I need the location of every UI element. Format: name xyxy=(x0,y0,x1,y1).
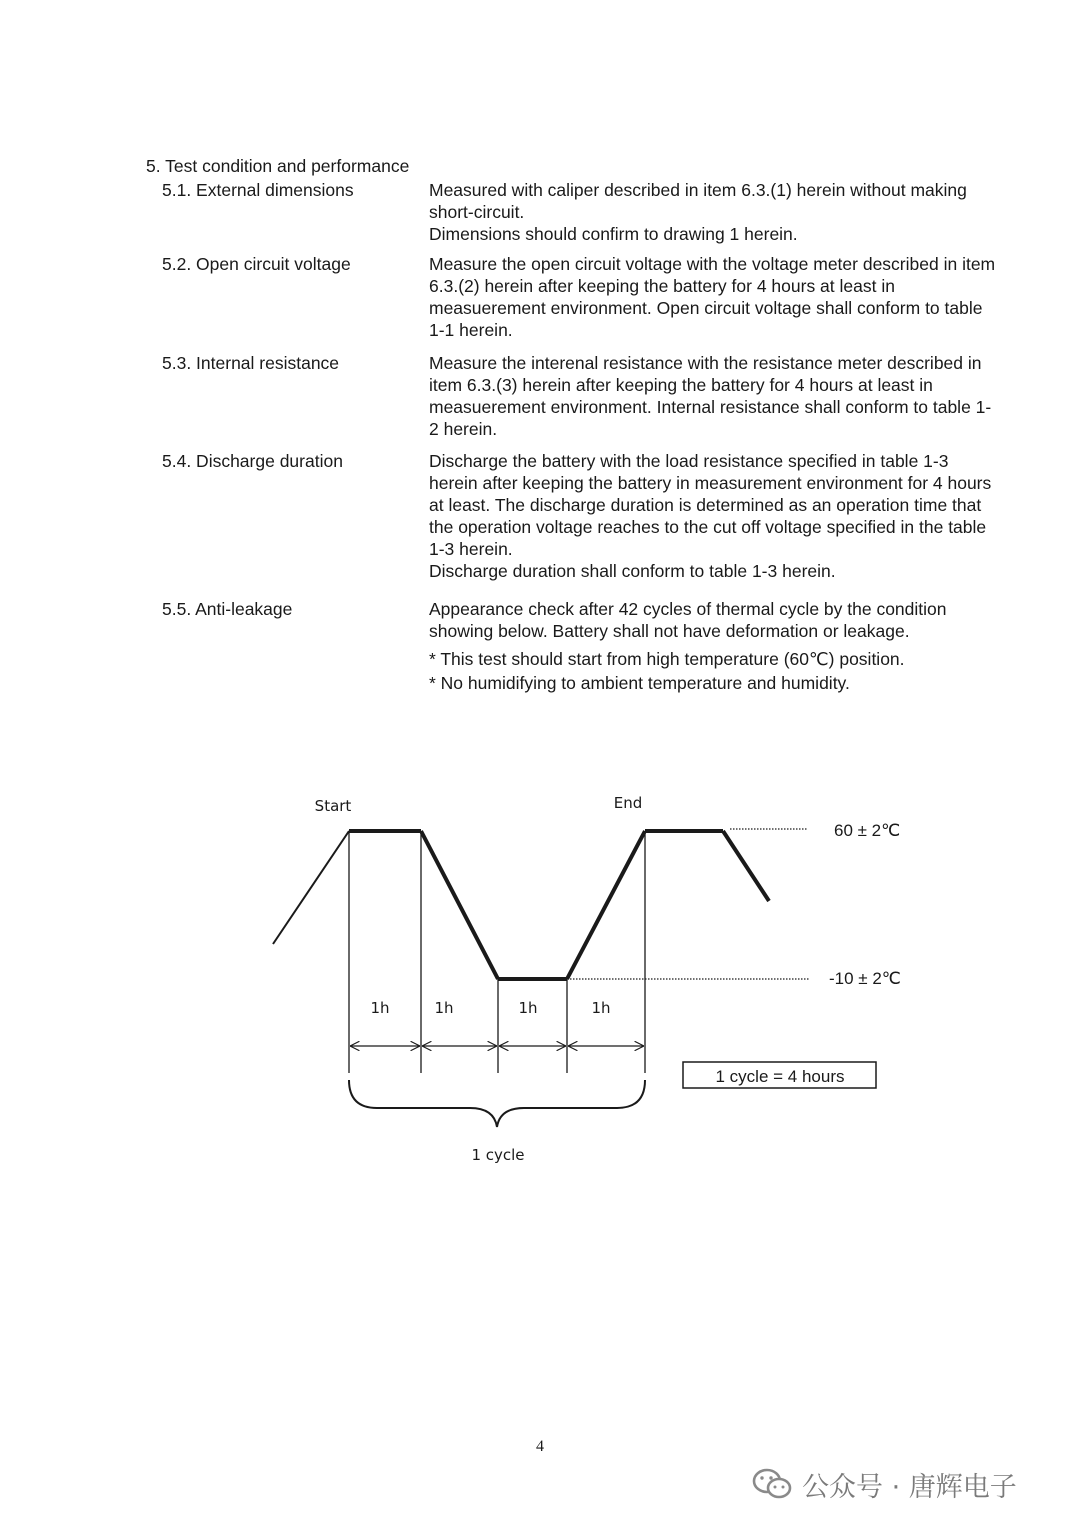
description-paragraph: Measure the open circuit voltage with the voltage meter described in item 6.3.(2) herein after keeping the battery for 4 hours at least in measuerement environment. Open circuit voltage shall conform to table 1-1 herein. xyxy=(429,254,996,340)
description-paragraph: Discharge the battery with the load resistance specified in table 1-3 herein after keeping the battery in measurement environment for 4 hours at least. The discharge duration is determined as an operation time that the operation voltage reaches to the cut off voltage specified in the table 1-3 herein. xyxy=(429,451,992,559)
segment-duration-label: 1h xyxy=(591,999,611,1017)
low-temp-label: -10 ± 2℃ xyxy=(829,969,901,988)
segment-duration-label: 1h xyxy=(518,999,538,1017)
item-label: 5.5. Anti-leakage xyxy=(162,599,293,619)
description-paragraph: Measure the interenal resistance with the resistance meter described in item 6.3.(3) herein after keeping the battery for 4 hours at least in measuerement environment. Internal resistance shall conform to table 1-2 herein. xyxy=(429,353,992,439)
profile-ramp-up xyxy=(567,831,645,979)
segment-duration-label: 1h xyxy=(370,999,390,1017)
note-no-humidifying: * No humidifying to ambient temperature and humidity. xyxy=(429,673,850,693)
cycle-box-label: 1 cycle = 4 hours xyxy=(715,1067,845,1086)
cycle-brace xyxy=(349,1080,645,1127)
note-start-position: * This test should start from high temperature (60℃) position. xyxy=(429,649,905,669)
segment-duration-label: 1h xyxy=(434,999,454,1017)
description-paragraph: Discharge duration shall conform to table 1-3 herein. xyxy=(429,561,836,581)
description-paragraph: Measured with caliper described in item 6.3.(1) herein without making short-circuit. xyxy=(429,180,967,222)
end-label: End xyxy=(613,794,643,812)
item-label: 5.1. External dimensions xyxy=(162,180,354,200)
item-label: 5.3. Internal resistance xyxy=(162,353,340,373)
watermark-text: 公众号 · 唐辉电子 xyxy=(802,1471,1017,1503)
item-label: 5.2. Open circuit voltage xyxy=(162,254,351,274)
cycle-label: 1 cycle xyxy=(471,1146,525,1164)
start-label: Start xyxy=(314,797,352,815)
profile-ramp-initial xyxy=(273,831,349,944)
description-paragraph: Dimensions should confirm to drawing 1 herein. xyxy=(429,224,798,244)
section-title: 5. Test condition and performance xyxy=(146,156,410,176)
high-temp-label: 60 ± 2℃ xyxy=(834,821,901,840)
description-paragraph: Appearance check after 42 cycles of thermal cycle by the condition showing below. Battery shall not have deformation or leakage. xyxy=(429,599,947,641)
profile-ramp-down-2 xyxy=(723,831,769,901)
page-number: 4 xyxy=(536,1438,544,1455)
wechat-icon xyxy=(752,1467,792,1501)
watermark xyxy=(752,1462,1017,1506)
profile-ramp-down-1 xyxy=(421,831,498,979)
item-label: 5.4. Discharge duration xyxy=(162,451,343,471)
